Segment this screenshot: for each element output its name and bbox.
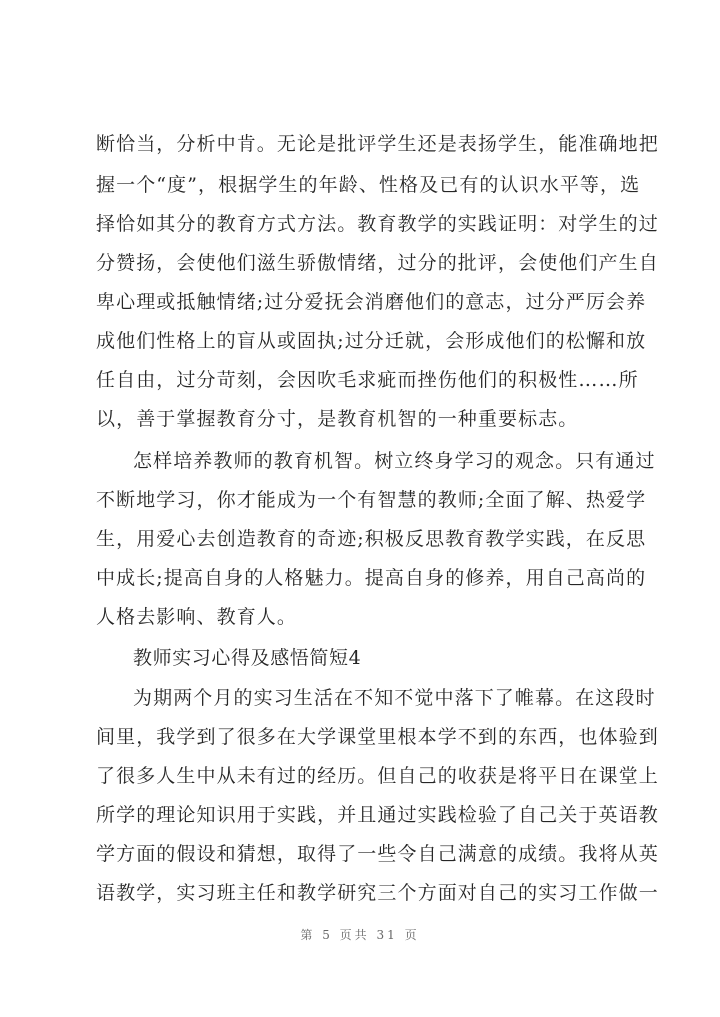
text-line: 以，善于掌握教育分寸，是教育机智的一种重要标志。 <box>96 408 579 430</box>
text-line: 人格去影响、教育人。 <box>96 606 298 628</box>
text-line: 怎样培养教师的教育机智。树立终身学习的观念。只有通过 <box>133 450 656 472</box>
text-line: 握一个“度”，根据学生的年龄、性格及已有的认识水平等，选 <box>96 174 641 196</box>
text-line: 成他们性格上的盲从或固执;过分迁就，会形成他们的松懈和放 <box>96 330 647 352</box>
text-line: 中成长;提高自身的人格魅力。提高自身的修养，用自己高尚的 <box>96 567 647 589</box>
text-line: 断恰当，分析中肯。无论是批评学生还是表扬学生，能准确地把 <box>96 133 659 155</box>
text-line: 语教学，实习班主任和教学研究三个方面对自己的实习工作做一 <box>96 882 659 904</box>
page-number-footer: 第 5 页共 31 页 <box>300 928 420 942</box>
text-line: 了很多人生中从未有过的经历。但自己的收获是将平日在课堂上 <box>96 765 659 787</box>
section-heading: 教师实习心得及感悟简短4 <box>133 647 362 669</box>
text-line: 任自由，过分苛刻，会因吹毛求疵而挫伤他们的积极性……所 <box>96 369 639 391</box>
text-line: 为期两个月的实习生活在不知不觉中落下了帷幕。在这段时 <box>133 687 656 709</box>
text-line: 分赞扬，会使他们滋生骄傲情绪，过分的批评，会使他们产生自 <box>96 252 659 274</box>
text-line: 间里，我学到了很多在大学课堂里根本学不到的东西，也体验到 <box>96 726 659 748</box>
text-line: 学方面的假设和猜想，取得了一些令自己满意的成绩。我将从英 <box>96 843 659 865</box>
text-line: 卑心理或抵触情绪;过分爱抚会消磨他们的意志，过分严厉会养 <box>96 291 647 313</box>
text-line: 生，用爱心去创造教育的奇迹;积极反思教育教学实践，在反思 <box>96 528 647 550</box>
text-line: 择恰如其分的教育方式方法。教育教学的实践证明：对学生的过 <box>96 213 659 235</box>
text-line: 不断地学习，你才能成为一个有智慧的教师;全面了解、热爱学 <box>96 489 647 511</box>
text-line: 所学的理论知识用于实践，并且通过实践检验了自己关于英语教 <box>96 804 659 826</box>
